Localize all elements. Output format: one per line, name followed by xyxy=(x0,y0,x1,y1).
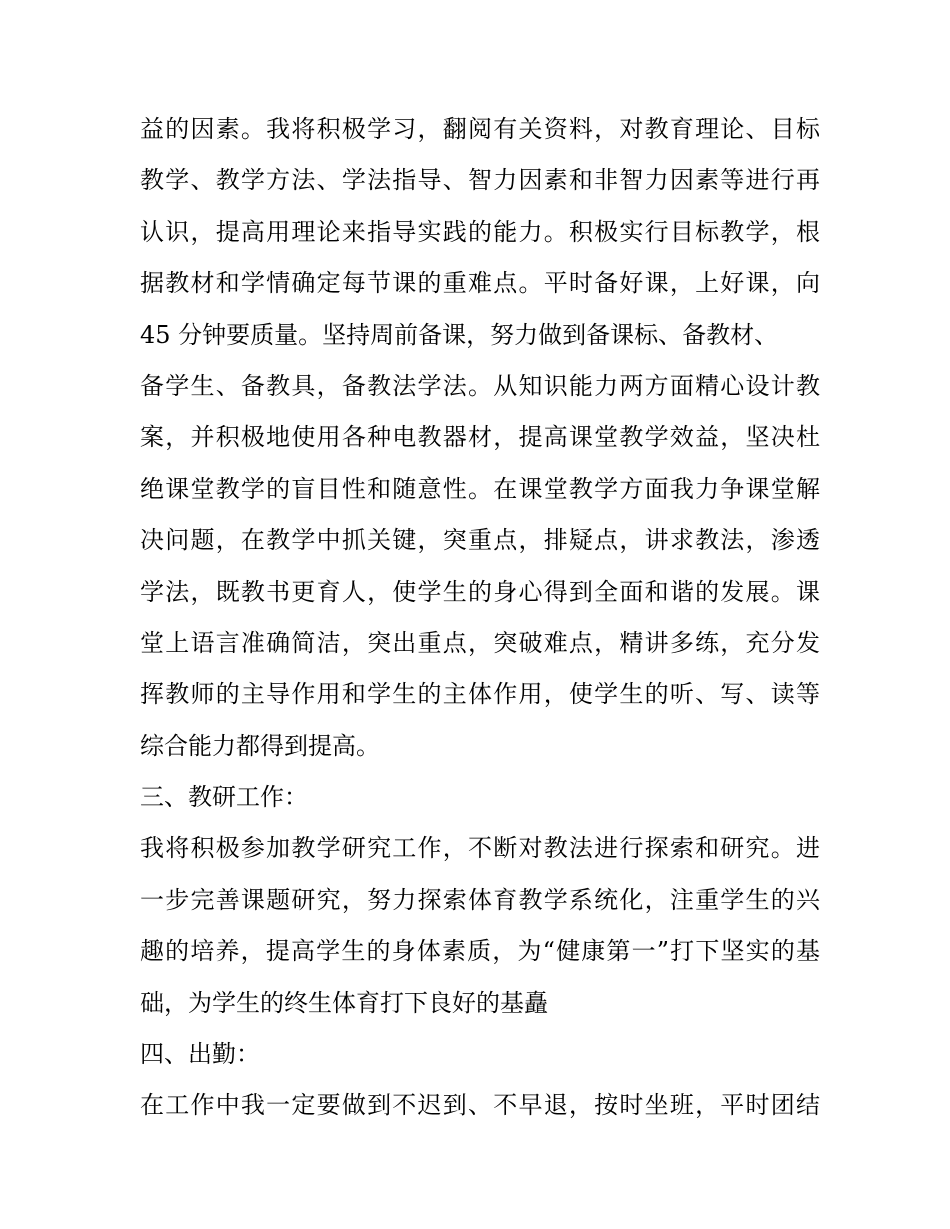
text-line: 在工作中我一定要做到不迟到、不早退，按时坐班，平时团结 xyxy=(140,1091,820,1120)
text-line: 案，并积极地使用各种电教器材，提高课堂教学效益，坚决杜 xyxy=(140,423,820,452)
text-line: 备学生、备教具，备教法学法。从知识能力两方面精心设计教 xyxy=(140,371,820,400)
section-heading: 三、教研工作： xyxy=(140,783,308,812)
text-line: 绝课堂教学的盲目性和随意性。在课堂教学方面我力争课堂解 xyxy=(140,474,820,503)
text-line: 堂上语言准确简洁，突出重点，突破难点，精讲多练，充分发 xyxy=(140,628,820,657)
text-line: 综合能力都得到提高。 xyxy=(140,731,380,760)
section-heading: 四、出勤： xyxy=(140,1040,260,1069)
text-line: 认识，提高用理论来指导实践的能力。积极实行目标教学，根 xyxy=(140,217,820,246)
text-line: 据教材和学情确定每节课的重难点。平时备好课，上好课，向 xyxy=(140,269,820,298)
text-line: 础，为学生的终生体育打下良好的基矗 xyxy=(140,988,548,1017)
text-line: 我将积极参加教学研究工作，不断对教法进行探索和研究。进 xyxy=(140,834,820,863)
text-line: 益的因素。我将积极学习，翻阅有关资料，对教育理论、目标 xyxy=(140,115,820,143)
text-line: 一步完善课题研究，努力探索体育教学系统化，注重学生的兴 xyxy=(140,885,820,914)
text-line: 决问题，在教学中抓关键，突重点，排疑点，讲求教法，渗透 xyxy=(140,526,820,555)
text-line: 45 分钟要质量。坚持周前备课，努力做到备课标、备教材、 xyxy=(140,320,779,349)
body-text xyxy=(140,104,820,1132)
text-line: 挥教师的主导作用和学生的主体作用，使学生的听、写、读等 xyxy=(140,680,820,709)
text-line: 教学、教学方法、学法指导、智力因素和非智力因素等进行再 xyxy=(140,166,820,195)
text-line: 学法，既教书更育人，使学生的身心得到全面和谐的发展。课 xyxy=(140,577,820,606)
text-line: 趣的培养，提高学生的身体素质，为“健康第一”打下坚实的基 xyxy=(140,937,820,966)
